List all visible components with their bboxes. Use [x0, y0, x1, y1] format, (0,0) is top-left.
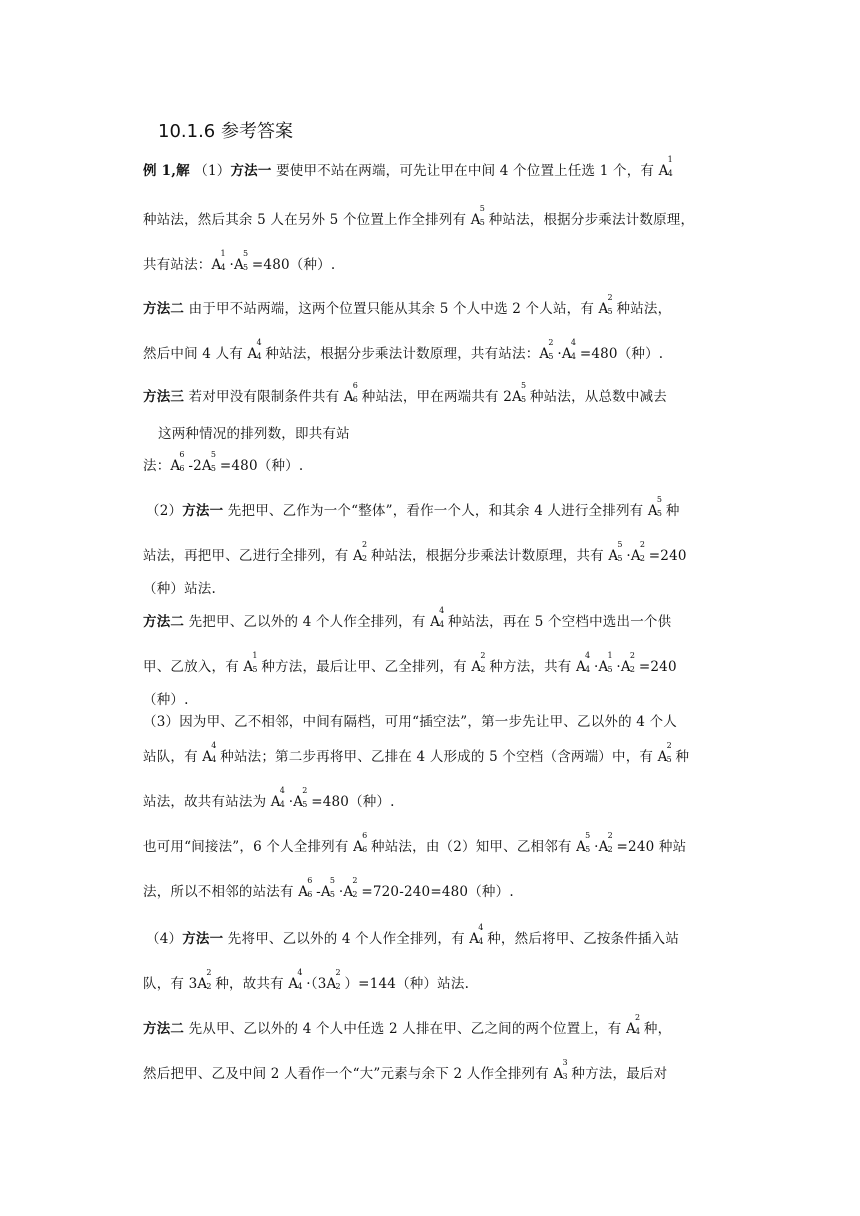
text-line: [143, 580, 216, 598]
text-run: 种，: [643, 1021, 672, 1037]
text-run: 法：: [143, 458, 171, 474]
math-perm: A 5 5: [470, 204, 486, 228]
text-line: [143, 155, 677, 180]
text-run: 种方法，最后对: [571, 1066, 668, 1082]
math-perm: A 5 5: [512, 381, 527, 405]
text-run: 种站法，甲在两端共有 2: [361, 389, 513, 405]
text-run: 种站法，再在 5 个空档中选出一个供: [448, 614, 672, 630]
text-run: ）=144（种）站法.: [344, 976, 470, 992]
text-run: 站队，有: [143, 749, 203, 765]
method-label: 方法一: [182, 931, 224, 947]
math-perm: A 2 5: [657, 741, 672, 765]
text-run: 先把甲、乙以外的 4 个人作全排列，有: [184, 614, 431, 630]
math-perm: A 5 5: [233, 249, 249, 273]
text-run: 若对甲没有限制条件共有: [184, 389, 344, 405]
math-perm: A 3 3: [553, 1058, 568, 1082]
text-run: 种，故共有: [215, 976, 289, 992]
text-run: 然后中间 4 人有: [143, 346, 248, 362]
text-run: 先将甲、乙以外的 4 个人作全排列，有: [223, 931, 470, 947]
math-perm: A 4 4: [288, 968, 303, 992]
text-run: =240: [648, 548, 687, 564]
math-perm: A 4 4: [469, 923, 484, 947]
math-perm: A 2 2: [471, 651, 486, 675]
text-run: =480（种）.: [579, 346, 664, 362]
text-run: 种站法，然后其余 5 人在另外 5 个位置上作全排列有: [143, 212, 471, 228]
math-perm: A 2 5: [293, 786, 308, 810]
text-run: =480（种）.: [251, 257, 336, 273]
math-perm: A 5 5: [608, 540, 623, 564]
text-run: 种站法，根据分步乘法计数原理，共有: [370, 548, 609, 564]
math-perm: A 4 4: [270, 786, 286, 810]
text-run: 种站法；第二步再将甲、乙排在 4 人形成的 5 个空档（含两端）中，有: [220, 749, 658, 765]
text-run: 种: [665, 503, 680, 519]
text-run: =480（种）.: [219, 458, 304, 474]
math-perm: A 2 2: [598, 831, 613, 855]
text-line: [143, 741, 690, 766]
text-run: 种站法，从总数中减去: [529, 389, 667, 405]
text-run: =720-240=480（种）.: [361, 884, 514, 900]
text-line: [143, 968, 470, 993]
text-run: 种站法，根据分步乘法计数原理，: [488, 212, 695, 228]
math-perm: A 2 5: [598, 293, 613, 317]
text-line: 站法，再把甲、乙进行全排列，有 A 2 2 种站法，根据分步乘法计数原理，共有 A 5 5 ·A 2 2 =240: [143, 540, 687, 564]
text-line: [143, 204, 695, 229]
text-line: 共有站法：A 1 4 ·A 5 5 =480（种）.: [143, 249, 336, 273]
text-run: ·（3: [306, 976, 327, 992]
text-run: （4）: [146, 931, 183, 947]
math-perm: A 2 2: [620, 651, 636, 675]
method-label: 方法二: [143, 614, 185, 630]
text-run: 也可用“间接法”，6 个人全排列有: [143, 839, 354, 855]
math-perm: A 5 5: [647, 495, 663, 519]
text-line: [158, 425, 350, 443]
math-perm: A 1 4: [658, 155, 673, 179]
math-perm: A 5 5: [320, 876, 336, 900]
text-run: 共有站法：: [143, 257, 212, 273]
example-label: 例 1,解: [143, 163, 190, 179]
text-run: 这两种情况的排列数，即共有站: [158, 426, 350, 442]
text-line: 站法，故共有站法为 A 4 4 ·A 2 5 =480（种）.: [143, 786, 395, 810]
math-perm: A 1 4: [211, 249, 226, 273]
text-line: 然后中间 4 人有 A 4 4 种站法，根据分步乘法计数原理，共有站法：A 2 5 ·A 4 4 =480（种）.: [143, 338, 664, 362]
text-line: 法：A 6 6 -2A 5 5 =480（种）.: [143, 450, 304, 474]
text-run: 种方法，最后让甲、乙全排列，有: [261, 659, 472, 675]
math-perm: A 5 5: [201, 450, 217, 474]
text-run: 站法，故共有站法为: [143, 794, 271, 810]
text-line: [143, 381, 667, 406]
text-line: 甲、乙放入，有 A 1 5 种方法，最后让甲、乙全排列，有 A 2 2 种方法，共有 A 4 4 ·A 1 5 ·A 2 2 =240: [143, 651, 677, 675]
method-label: 方法二: [143, 1021, 185, 1037]
math-perm: A 1 5: [598, 651, 613, 675]
text-line: 也可用“间接法”，6 个人全排列有 A 6 6 种站法，由（2）知甲、乙相邻有 A 5 5 ·A 2 2 =240 种站: [143, 831, 687, 855]
text-line: [143, 1013, 672, 1038]
text-line: [143, 713, 677, 731]
text-run: （种）.: [143, 692, 189, 708]
math-perm: A 4 4: [202, 741, 217, 765]
method-label: 方法一: [182, 503, 224, 519]
text-run: （种）站法.: [143, 581, 216, 597]
math-perm: A 5 5: [576, 831, 591, 855]
text-line: [143, 606, 672, 631]
text-line: [146, 495, 680, 520]
text-run: 种: [675, 749, 690, 765]
text-run: 甲、乙放入，有: [143, 659, 244, 675]
math-perm: A 2 2: [197, 968, 212, 992]
math-perm: A 4 4: [561, 338, 577, 362]
math-perm: A 2 2: [326, 968, 341, 992]
text-run: （3）因为甲、乙不相邻，中间有隔档，可用“插空法”，第一步先让甲、乙以外的 4 个人: [143, 714, 677, 730]
math-perm: A 2 4: [625, 1013, 641, 1037]
text-run: （2）: [146, 503, 183, 519]
text-line: [146, 923, 680, 948]
text-run: 站法，再把甲、乙进行全排列，有: [143, 548, 353, 564]
math-perm: A 2 2: [630, 540, 646, 564]
math-perm: A 6 6: [298, 876, 313, 900]
math-perm: A 2 5: [539, 338, 554, 362]
text-run: 然后把甲、乙及中间 2 人看作一个“大”元素与余下 2 人作全排列有: [143, 1066, 554, 1082]
text-run: 种站法，根据分步乘法计数原理，共有站法：: [265, 346, 540, 362]
method-label: 方法二: [143, 301, 185, 317]
method-label: 方法一: [230, 163, 272, 179]
text-run: 先把甲、乙作为一个“整体”，看作一个人，和其余 4 人进行全排列有: [223, 503, 648, 519]
math-perm: A 4 4: [576, 651, 591, 675]
text-run: 种方法，共有: [489, 659, 577, 675]
text-run: =240: [638, 659, 677, 675]
text-run: 由于甲不站两端，这两个位置只能从其余 5 个人中选 2 个人站，有: [184, 301, 599, 317]
math-perm: A 4 4: [430, 606, 445, 630]
text-line: [143, 1058, 668, 1083]
text-run: 种站法，由（2）知甲、乙相邻有: [371, 839, 577, 855]
section-title: 10.1.6 参考答案: [158, 121, 293, 142]
math-perm: A 1 5: [243, 651, 258, 675]
text-run: 队，有 3: [143, 976, 198, 992]
text-line: 法，所以不相邻的站法有 A 6 6 -A 5 5 ·A 2 2 =720-240=480（种）.: [143, 876, 514, 900]
text-run: （1）: [189, 163, 231, 179]
text-run: =480（种）.: [311, 794, 395, 810]
math-perm: A 2 2: [353, 540, 368, 564]
math-perm: A 4 4: [247, 338, 262, 362]
text-line: [143, 293, 672, 318]
text-run: 种，然后将甲、乙按条件插入站: [487, 931, 680, 947]
text-run: 种站法，: [616, 301, 672, 317]
math-perm: A 2 2: [343, 876, 358, 900]
text-run: 先从甲、乙以外的 4 个人中任选 2 人排在甲、乙之间的两个位置上，有: [184, 1021, 626, 1037]
math-perm: A 6 6: [170, 450, 185, 474]
text-run: =240 种站: [616, 839, 687, 855]
text-line: [143, 691, 189, 709]
text-run: 要使甲不站在两端，可先让甲在中间 4 个位置上任选 1 个，有: [271, 163, 659, 179]
method-label: 方法三: [143, 389, 185, 405]
text-run: 法，所以不相邻的站法有: [143, 884, 299, 900]
math-perm: A 6 6: [343, 381, 359, 405]
math-perm: A 6 6: [353, 831, 368, 855]
